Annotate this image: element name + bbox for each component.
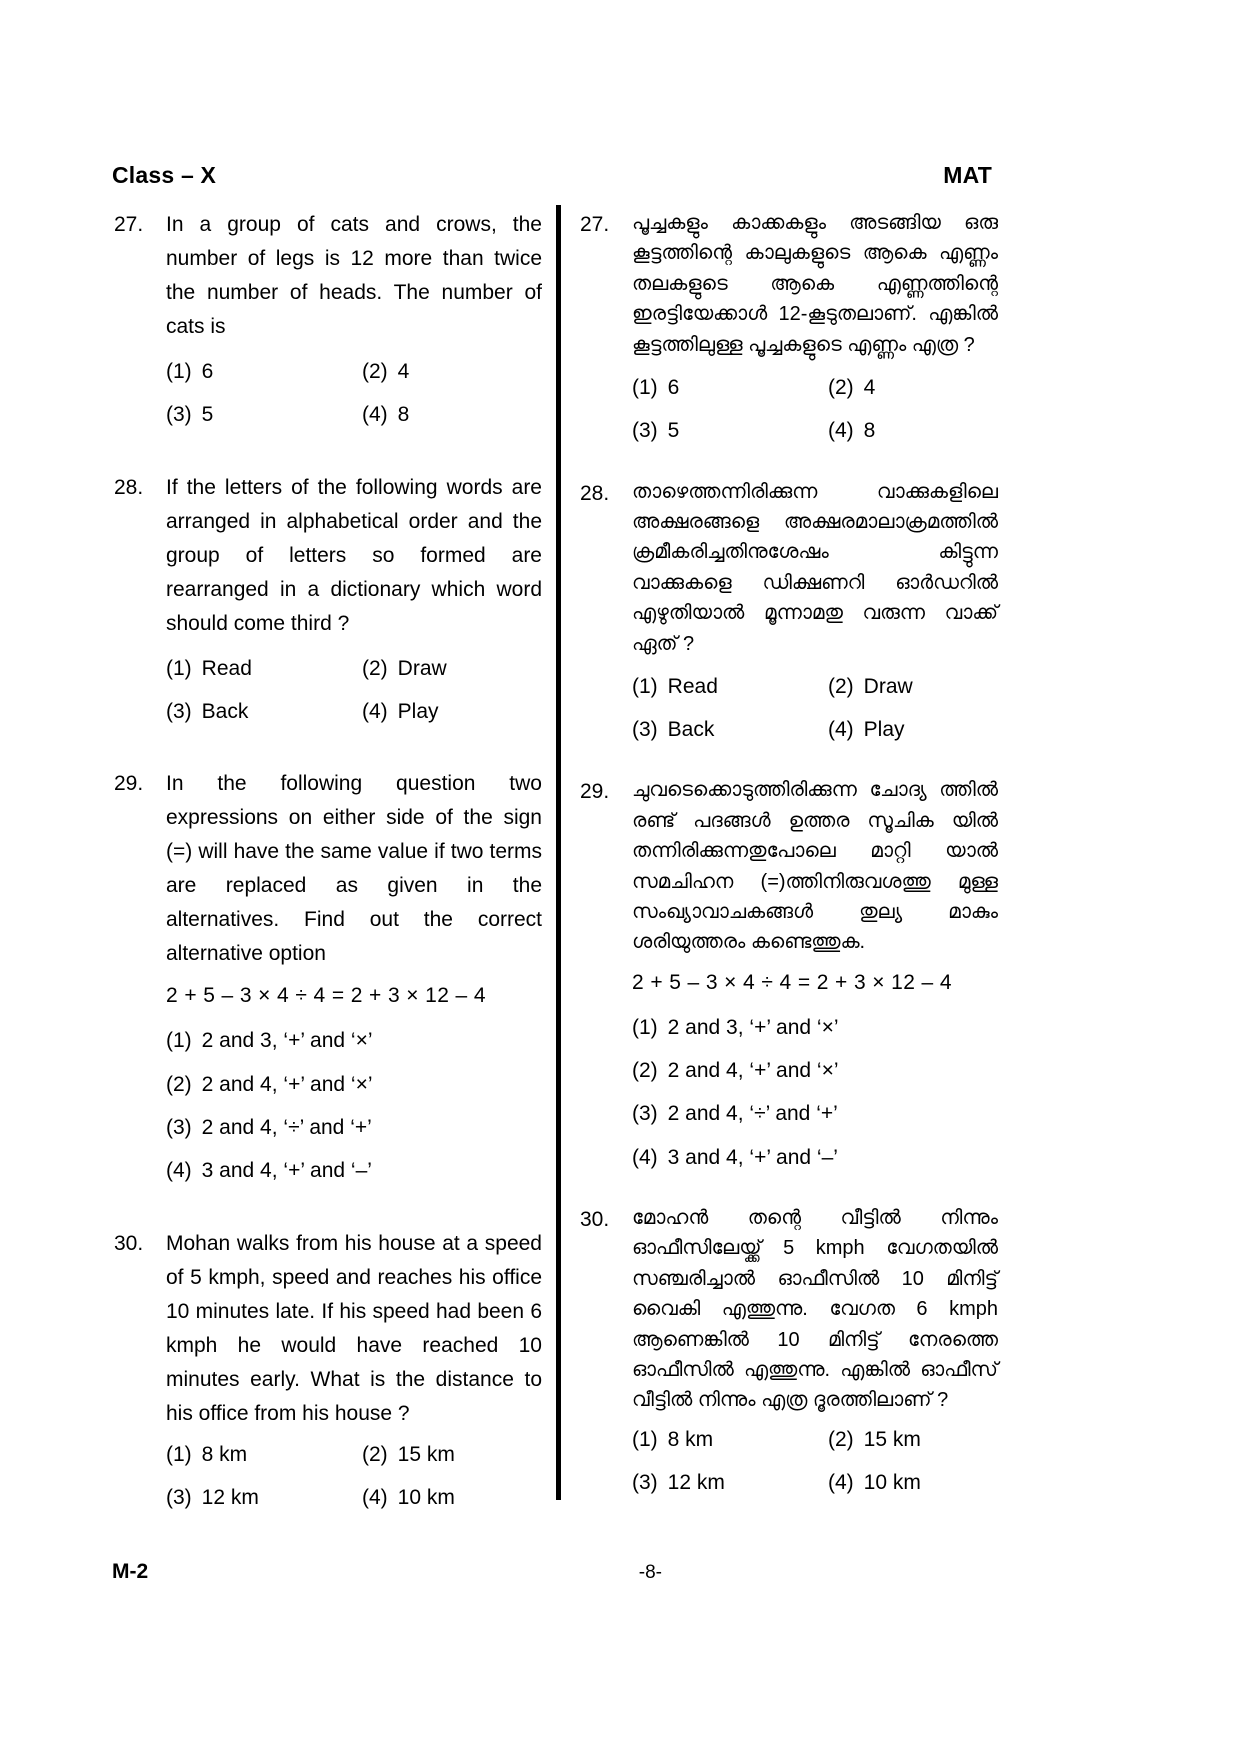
option-value: Draw <box>397 656 447 680</box>
option-1[interactable] <box>632 1426 828 1453</box>
option-row <box>166 358 542 385</box>
column-divider <box>556 205 561 1500</box>
question-text: പൂച്ചകളും കാക്കകളും അടങ്ങിയ ഒരു കൂട്ടത്തിന്റെ കാലുകളുടെ ആകെ എണ്ണം തലകളുടെ ആകെ എണ്ണത്തിന്റെ ഇരട്ടിയേക്കാൾ 12-കൂടുതലാണ്. എങ്കിൽ കൂട്ടത്തിലുള്ള പൂച്ചകളുടെ എണ്ണം എത്ര ? <box>632 212 998 356</box>
option-value: Back <box>667 718 715 742</box>
option-value: 8 <box>863 419 876 443</box>
option-value: 12 km <box>667 1471 725 1495</box>
question-text: താഴെത്തന്നിരിക്കുന്ന വാക്കുകളിലെ അക്ഷരങ്ങളെ അക്ഷരമാലാക്രമത്തിൽ ക്രമീകരിച്ചതിനുശേഷം കിട്ടുന്ന വാക്കുകളെ ഡിക്ഷണറി ഓർഡറിൽ എഴുതിയാൽ മൂന്നാമതു വരുന്ന വാക്ക് ഏത് ? <box>632 480 998 655</box>
option-value: 4 <box>397 360 410 384</box>
option-row <box>632 417 998 444</box>
question-text: If the letters of the following words are arranged in alphabetical order and the group of letters so formed are rearranged in a dictionary which word should come third ? <box>166 475 542 635</box>
question-29-malayalam <box>578 775 998 1187</box>
option-4[interactable] <box>362 1484 542 1511</box>
option-row <box>166 1441 542 1468</box>
option-value: 4 <box>863 375 876 399</box>
option-4[interactable] <box>828 716 998 743</box>
option-key: (1) <box>632 674 658 698</box>
option-1[interactable] <box>632 1014 839 1041</box>
question-text: ചുവടെക്കൊടുത്തിരിക്കുന്ന ചോദ്യ ത്തിൽ രണ്ട് പദങ്ങൾ ഉത്തര സൂചിക യിൽ തന്നിരിക്കുന്നതുപോലെ മാറ്റി യാൽ സമചിഹന (=)ത്തിനിരുവശത്തു മുള്ള സംഖ്യാവാചകങ്ങൾ തുല്യ മാകും ശരിയുത്തരം കണ്ടെത്തുക. <box>632 779 998 954</box>
option-3[interactable] <box>632 1469 828 1496</box>
option-value: 5 <box>201 403 214 427</box>
option-4[interactable] <box>362 401 542 428</box>
option-key: (4) <box>362 1486 388 1510</box>
page-footer <box>112 1560 992 1590</box>
option-3[interactable] <box>166 1114 372 1141</box>
option-key: (1) <box>166 360 192 384</box>
option-4[interactable] <box>166 1157 372 1184</box>
option-value: Play <box>397 700 439 724</box>
option-value: 2 and 4, ‘÷’ and ‘+’ <box>201 1116 372 1140</box>
option-3[interactable] <box>166 401 362 428</box>
option-2[interactable] <box>632 1057 839 1084</box>
option-key: (4) <box>362 403 388 427</box>
option-key: (1) <box>166 1029 192 1053</box>
option-row <box>632 1014 998 1041</box>
option-3[interactable] <box>166 698 362 725</box>
option-row <box>632 1144 998 1171</box>
option-row <box>166 698 542 725</box>
options-list <box>166 1027 542 1184</box>
class-label: Class – X <box>112 162 217 188</box>
option-key: (4) <box>632 1145 658 1169</box>
option-value: Back <box>201 700 249 724</box>
option-key: (2) <box>632 1059 658 1083</box>
option-key: (3) <box>632 718 658 742</box>
options-list <box>166 358 542 429</box>
option-key: (3) <box>166 1486 192 1510</box>
option-key: (3) <box>632 419 658 443</box>
option-value: 2 and 4, ‘+’ and ‘×’ <box>201 1072 373 1096</box>
options-list <box>166 655 542 726</box>
option-row <box>166 1484 542 1511</box>
equation-expression: 2 + 5 – 3 × 4 ÷ 4 = 2 + 3 × 12 – 4 <box>166 984 486 1008</box>
option-key: (1) <box>632 375 658 399</box>
option-value: 2 and 4, ‘÷’ and ‘+’ <box>667 1102 838 1126</box>
option-key: (4) <box>166 1159 192 1183</box>
question-number: 29. <box>114 772 144 796</box>
option-value: Read <box>201 656 252 680</box>
options-list <box>632 1426 998 1497</box>
option-1[interactable] <box>166 358 362 385</box>
question-number: 28. <box>114 475 144 499</box>
option-key: (3) <box>166 403 192 427</box>
question-number: 27. <box>580 213 610 236</box>
question-text: Mohan walks from his house at a speed of 5 kmph, speed and reaches his office 10 minutes late. If his speed had been 6 kmph he would have reached 10 minutes early. What is the distance to his office from his house ? <box>166 1231 542 1425</box>
question-number: 30. <box>114 1231 144 1255</box>
option-key: (3) <box>166 700 192 724</box>
option-4[interactable] <box>632 1144 838 1171</box>
equation-expression: 2 + 5 – 3 × 4 ÷ 4 = 2 + 3 × 12 – 4 <box>632 970 952 994</box>
option-row <box>166 1157 542 1184</box>
option-1[interactable] <box>166 655 362 682</box>
option-key: (2) <box>362 656 388 680</box>
option-2[interactable] <box>362 655 542 682</box>
option-key: (2) <box>362 360 388 384</box>
option-key: (3) <box>632 1102 658 1126</box>
options-list <box>632 673 998 744</box>
question-30-english <box>112 1227 542 1528</box>
option-1[interactable] <box>632 374 828 401</box>
option-row <box>632 1057 998 1084</box>
option-key: (1) <box>632 1427 658 1451</box>
question-number: 28. <box>580 481 610 505</box>
subject-label: MAT <box>943 162 992 188</box>
option-key: (1) <box>166 1442 192 1466</box>
option-key: (2) <box>828 375 854 399</box>
option-value: Play <box>863 718 905 742</box>
question-30-malayalam <box>578 1203 998 1512</box>
options-list <box>166 1441 542 1512</box>
option-value: 3 and 4, ‘+’ and ‘–’ <box>201 1159 372 1183</box>
english-column <box>112 208 542 1533</box>
option-2[interactable] <box>828 1426 998 1453</box>
option-key: (1) <box>166 656 192 680</box>
option-2[interactable] <box>166 1071 373 1098</box>
question-text: In a group of cats and crows, the number of legs is 12 more than twice the number of heads. The number of cats is <box>166 213 542 339</box>
option-key: (2) <box>166 1072 192 1096</box>
option-value: 15 km <box>397 1442 455 1466</box>
option-key: (3) <box>166 1116 192 1140</box>
option-value: 6 <box>201 360 214 384</box>
question-28-malayalam <box>578 477 998 760</box>
option-value: 3 and 4, ‘+’ and ‘–’ <box>667 1145 838 1169</box>
option-1[interactable] <box>166 1441 362 1468</box>
option-value: 2 and 3, ‘+’ and ‘×’ <box>201 1029 373 1053</box>
option-row <box>166 655 542 682</box>
option-4[interactable] <box>362 698 542 725</box>
option-key: (3) <box>632 1471 658 1495</box>
question-number: 27. <box>114 213 144 236</box>
option-2[interactable] <box>828 374 998 401</box>
question-27-english <box>112 208 542 445</box>
option-3[interactable] <box>632 417 828 444</box>
option-row <box>632 716 998 743</box>
question-number: 29. <box>580 780 610 804</box>
option-row <box>632 1469 998 1496</box>
option-4[interactable] <box>828 1469 998 1496</box>
option-row <box>166 1071 542 1098</box>
option-key: (2) <box>362 1442 388 1466</box>
option-key: (2) <box>828 1427 854 1451</box>
option-4[interactable] <box>828 417 998 444</box>
option-value: 8 km <box>667 1427 714 1451</box>
question-text: മോഹൻ തന്റെ വീട്ടിൽ നിന്നും ഓഫീസിലേയ്ക്ക് 5 kmph വേഗതയിൽ സഞ്ചരിച്ചാൽ ഓഫീസിൽ 10 മിനിട്ട് വൈകി എത്തുന്നു. വേഗത 6 kmph ആണെങ്കിൽ 10 മിനിട്ട് നേരത്തെ ഓഫീസിൽ എത്തുന്നു. എങ്കിൽ ഓഫീസ് വീട്ടിൽ നിന്നും എത്ര ദൂരത്തിലാണ് ? <box>632 1207 998 1412</box>
option-2[interactable] <box>362 1441 542 1468</box>
question-27-malayalam <box>578 208 998 461</box>
option-key: (1) <box>632 1015 658 1039</box>
option-3[interactable] <box>632 1100 838 1127</box>
question-text: In the following question two expressions on either side of the sign (=) will have the same value if two terms are replaced as given in the alternatives. Find out the correct alternative option <box>166 772 542 966</box>
option-value: 5 <box>667 419 680 443</box>
page-number: -8- <box>638 1562 662 1583</box>
option-value: Draw <box>863 674 913 698</box>
option-row <box>632 1100 998 1127</box>
option-key: (2) <box>828 674 854 698</box>
option-value: 15 km <box>863 1427 921 1451</box>
question-28-english <box>112 471 542 742</box>
option-value: 8 km <box>201 1442 248 1466</box>
option-value: 12 km <box>201 1486 259 1510</box>
page-header <box>112 162 992 189</box>
option-row <box>632 673 998 700</box>
malayalam-column <box>578 208 998 1518</box>
option-value: Read <box>667 674 718 698</box>
question-number: 30. <box>580 1208 610 1232</box>
option-1[interactable] <box>632 673 828 700</box>
options-list <box>632 1014 998 1171</box>
option-row <box>632 374 998 401</box>
option-key: (4) <box>828 1471 854 1495</box>
option-1[interactable] <box>166 1027 373 1054</box>
option-row <box>632 1426 998 1453</box>
option-key: (4) <box>828 419 854 443</box>
option-3[interactable] <box>632 716 828 743</box>
option-2[interactable] <box>362 358 542 385</box>
options-list <box>632 374 998 445</box>
question-29-english <box>112 767 542 1200</box>
option-value: 10 km <box>863 1471 921 1495</box>
option-value: 8 <box>397 403 410 427</box>
option-row <box>166 1027 542 1054</box>
option-3[interactable] <box>166 1484 362 1511</box>
paper-code: M-2 <box>112 1560 149 1583</box>
option-value: 6 <box>667 375 680 399</box>
option-value: 2 and 4, ‘+’ and ‘×’ <box>667 1059 839 1083</box>
option-row <box>166 1114 542 1141</box>
option-key: (4) <box>362 700 388 724</box>
option-value: 2 and 3, ‘+’ and ‘×’ <box>667 1015 839 1039</box>
option-2[interactable] <box>828 673 998 700</box>
option-value: 10 km <box>397 1486 455 1510</box>
option-row <box>166 401 542 428</box>
option-key: (4) <box>828 718 854 742</box>
